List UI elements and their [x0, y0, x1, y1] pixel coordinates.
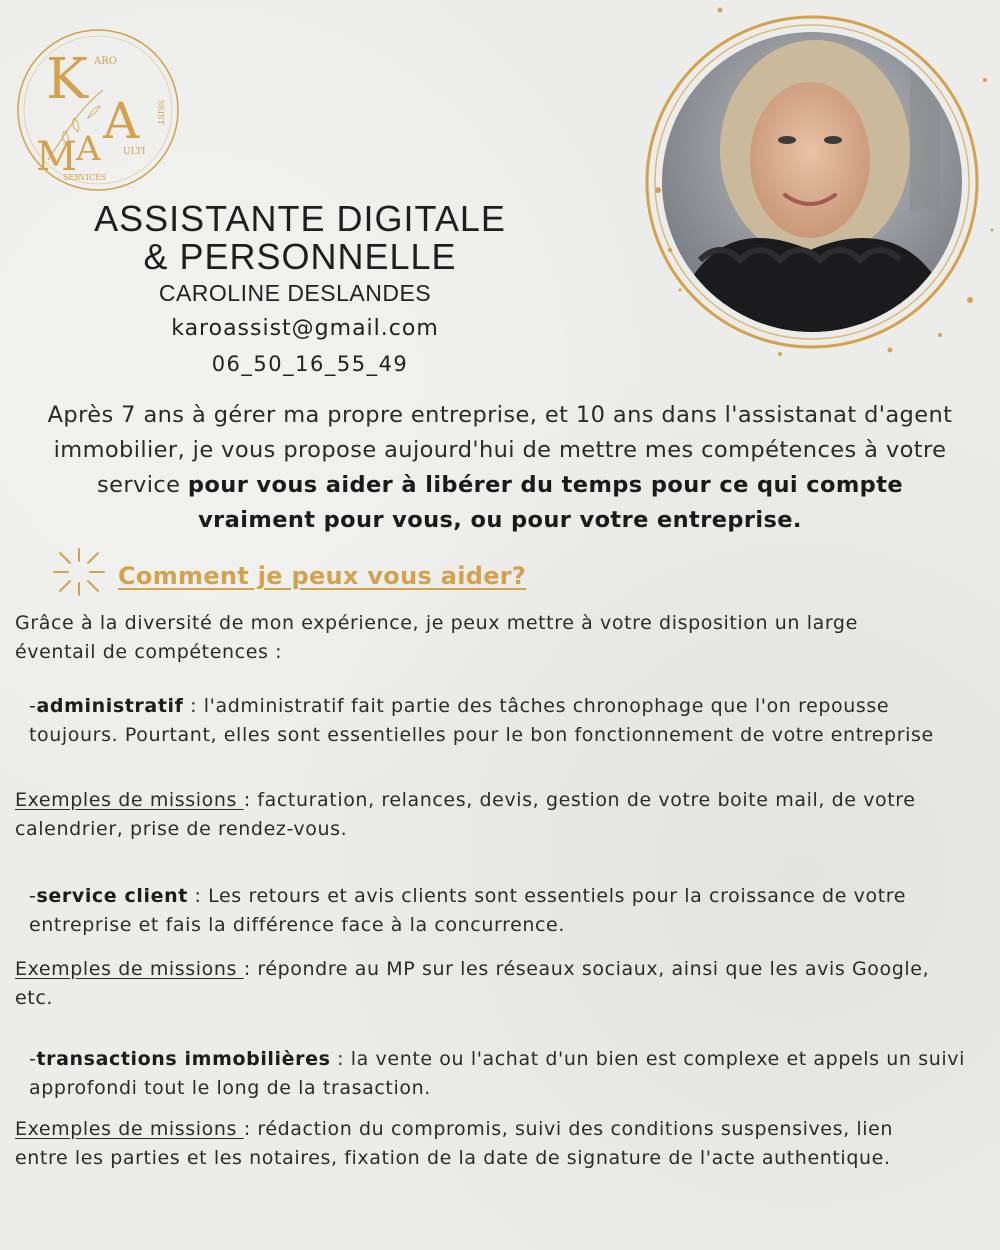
phone-number[interactable]: 06_50_16_55_49 — [211, 352, 409, 376]
intro-text: Après 7 ans à gérer ma propre entreprise, et 10 ans dans l'assistanat d'agent immobilier, je vous propose aujourd'hui de mettre mes compétences à votre service — [47, 402, 953, 498]
logo — [8, 20, 188, 195]
examples-text: : répondre au MP sur les réseaux sociaux, ainsi que les avis Google, etc. — [15, 958, 930, 1009]
page-title-line1: ASSISTANTE DIGITALE — [94, 198, 506, 239]
section-title: Comment je peux vous aider? — [118, 562, 527, 590]
svg-text:ULTI: ULTI — [123, 147, 146, 157]
examples-text: : facturation, relances, devis, gestion de votre boite mail, de votre calendrier, prise de rendez-vous. — [15, 789, 916, 840]
examples-label: Exemples de missions — [15, 789, 244, 811]
examples-label: Exemples de missions — [15, 1118, 244, 1140]
service-name: transactions immobilières — [36, 1048, 331, 1070]
logo-letter-m: M — [36, 134, 77, 180]
service-name: service client — [36, 885, 188, 907]
service-item-transactions: -transactions immobilières : la vente ou l'achat d'un bien est complexe et appels un suivi approfondi tout le long de la trasaction. — [29, 1048, 965, 1099]
examples-transactions — [15, 1115, 945, 1173]
examples-administratif — [15, 786, 945, 844]
service-item-service-client: -service client : Les retours et avis clients sont essentiels pour la croissance de votre entreprise et fais la différence face à la concurrence. — [29, 885, 907, 936]
service-desc: : Les retours et avis clients sont essentiels pour la croissance de votre entreprise et fais la différence face à la concurrence. — [29, 885, 907, 936]
svg-text:ARO: ARO — [94, 56, 117, 67]
service-item-administratif: -administratif : l'administratif fait partie des tâches chronophage que l'on repousse toujours. Pourtant, elles sont essentielles pour le bon fonctionnement de votre entreprise — [29, 695, 934, 746]
logo-letter-k: K — [46, 47, 88, 112]
lead-paragraph: Grâce à la diversité de mon expérience, je peux mettre à votre disposition un large éventail de compétences : — [15, 612, 858, 663]
intro-emphasis: pour vous aider à libérer du temps pour ce qui compte vraiment pour vous, ou pour votre entreprise. — [187, 472, 904, 533]
service-desc: : la vente ou l'achat d'un bien est complexe et appels un suivi approfondi tout le long de la trasaction. — [29, 1048, 965, 1099]
intro-paragraph — [40, 398, 960, 538]
service-desc: : l'administratif fait partie des tâches chronophage que l'on repousse toujours. Pourtant, elles sont essentielles pour le bon fonctionnement de votre entreprise — [29, 695, 934, 746]
service-name: administratif — [36, 695, 184, 717]
email-address[interactable]: karoassist@gmail.com — [171, 316, 439, 341]
page-title-line2: & PERSONNELLE — [143, 236, 457, 277]
profile-photo — [640, 0, 1000, 370]
sparkle-icon — [52, 547, 106, 597]
person-name: CAROLINE DESLANDES — [158, 280, 432, 306]
examples-service-client — [15, 955, 945, 1013]
logo-letter-a2: A — [76, 129, 101, 169]
svg-text:SERVICES: SERVICES — [63, 173, 107, 182]
examples-text: : rédaction du compromis, suivi des conditions suspensives, lien entre les parties et les notaires, fixation de la date de signature de l'acte authentique. — [15, 1118, 894, 1169]
svg-text:SSIST: SSIST — [156, 100, 165, 125]
examples-label: Exemples de missions — [15, 958, 244, 980]
logo-letter-a: A — [103, 92, 140, 150]
